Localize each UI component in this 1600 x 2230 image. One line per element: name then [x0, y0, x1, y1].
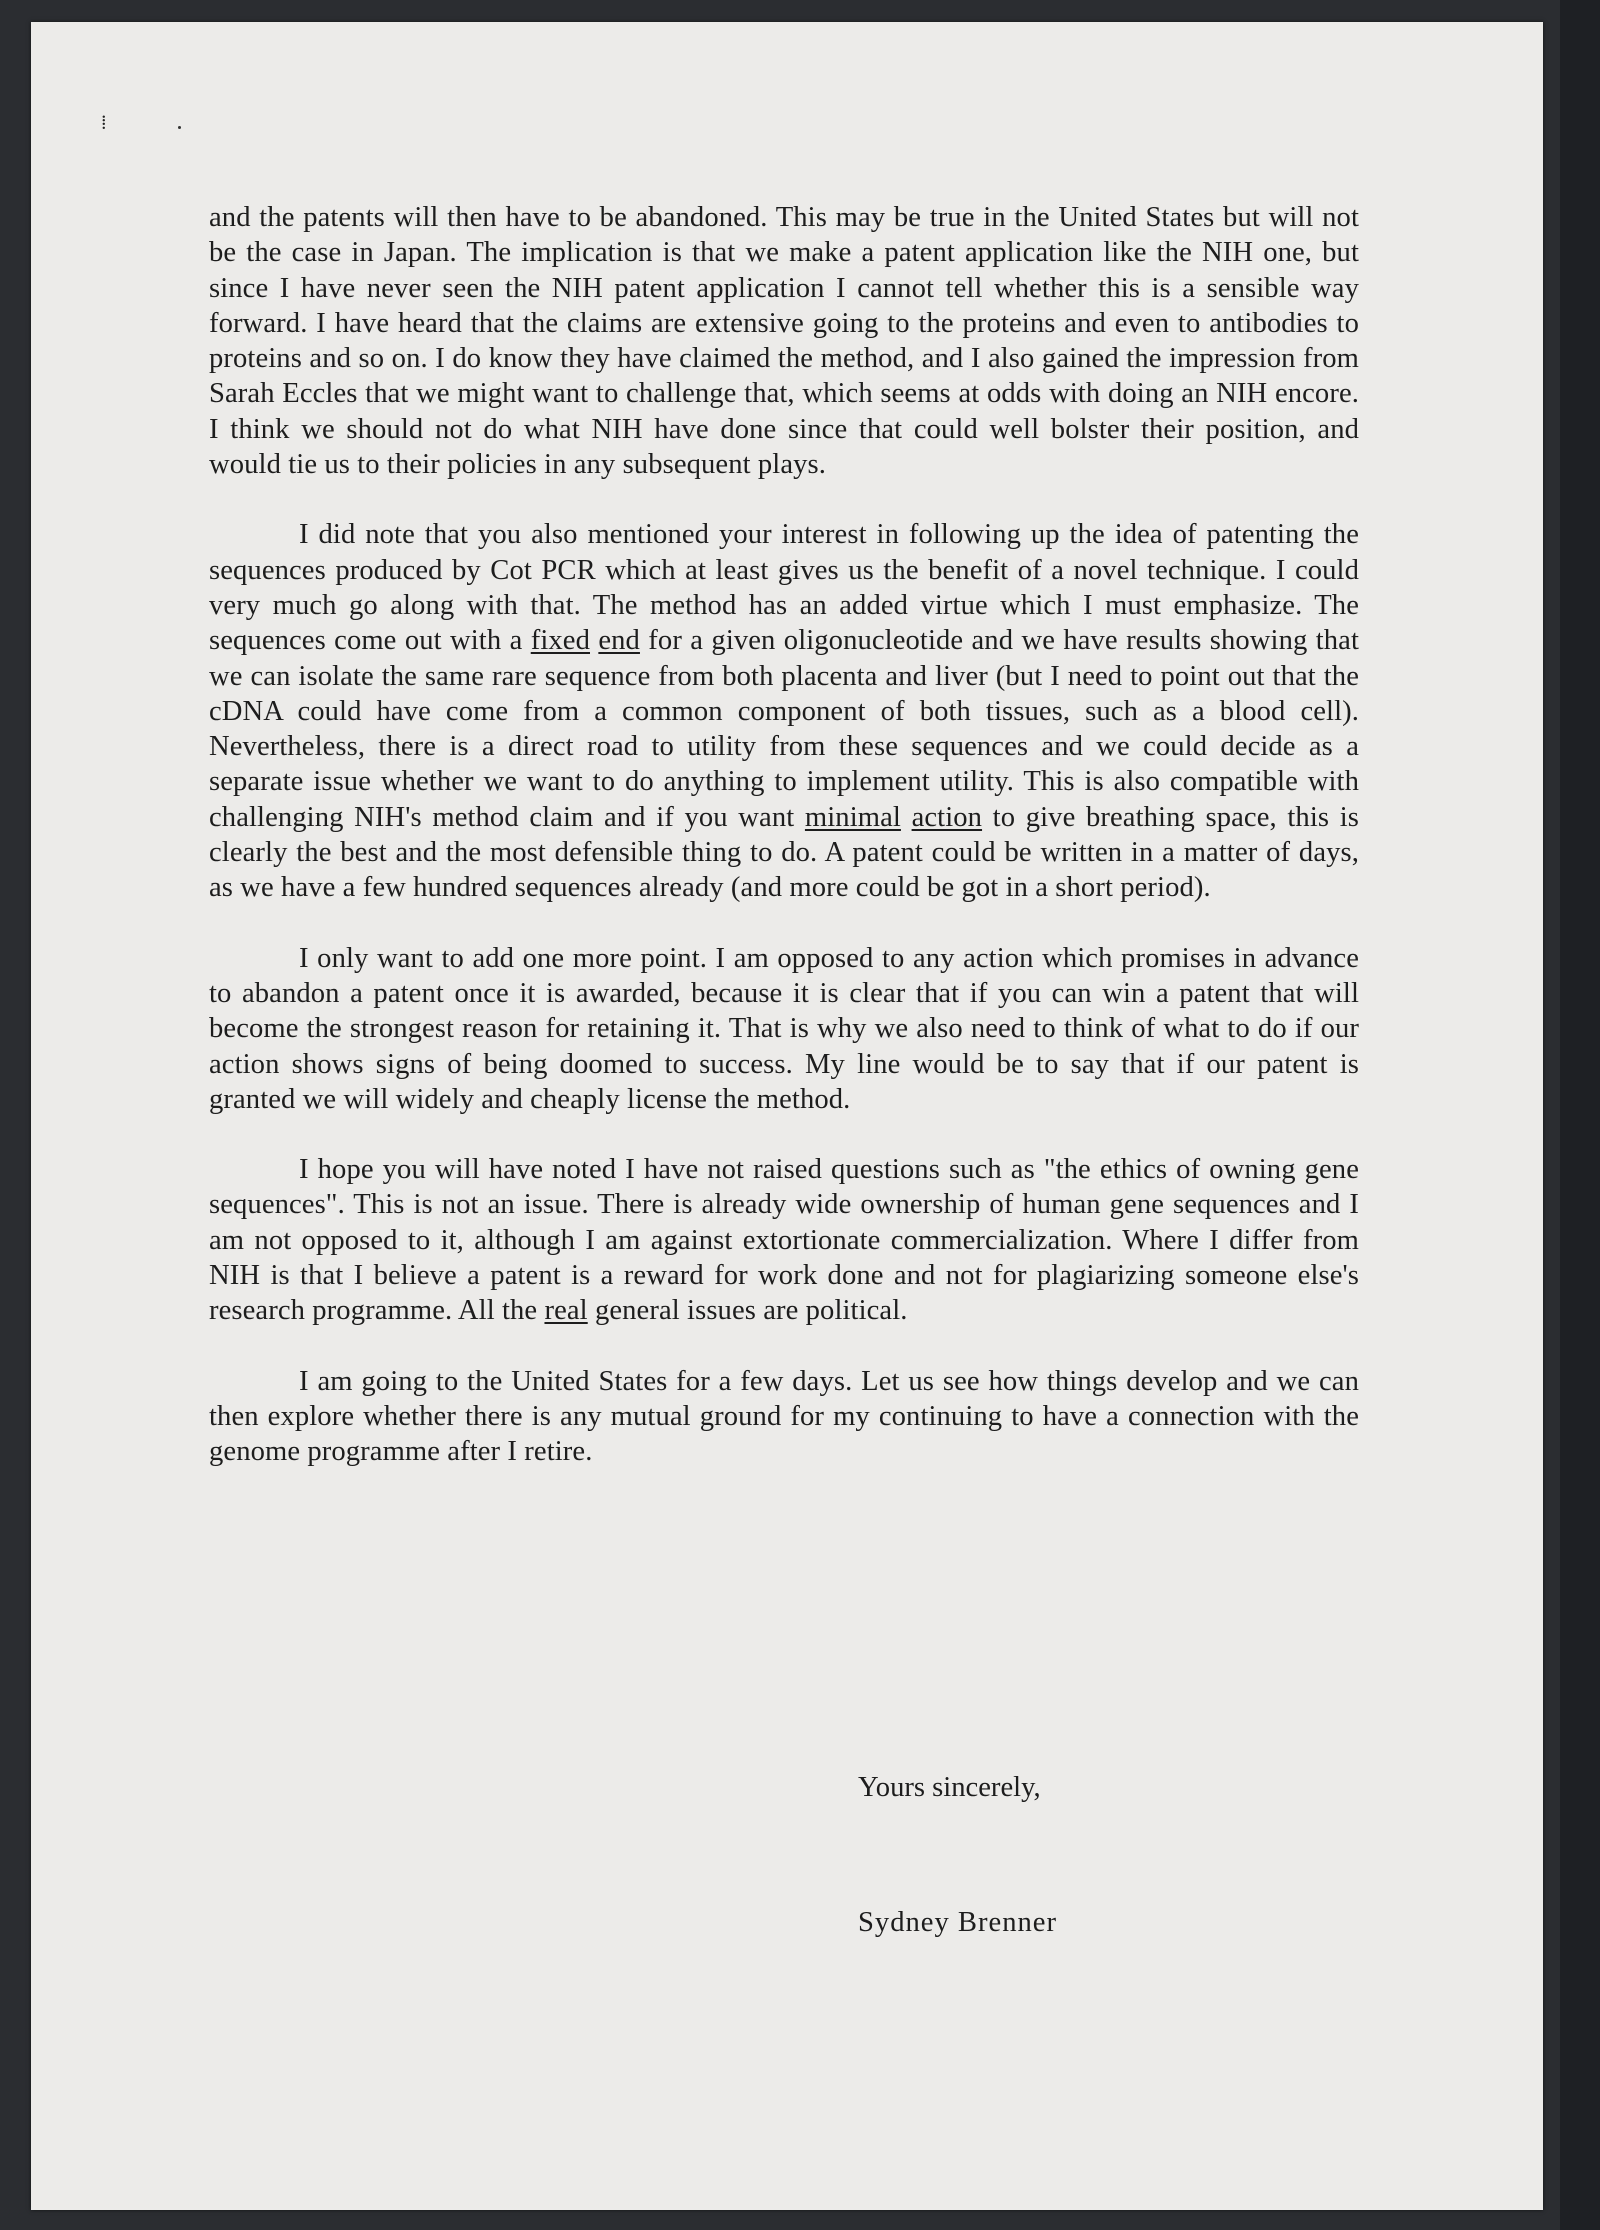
letter-paragraph	[209, 941, 1359, 1117]
letter-paragraph	[209, 1364, 1359, 1470]
paragraph-text: and the patents will then have to be abandoned. This may be true in the United States but will not be the case in Japan. The implication is that we make a patent application like the NIH one, but since I have never seen the NIH patent application I cannot tell whether this is a sensible way forward. I have heard that the claims are extensive going to the proteins and even to antibodies to proteins and so on. I do know they have claimed the method, and I also gained the impression from Sarah Eccles that we might want to challenge that, which seems at odds with doing an NIH encore. I think we should not do what NIH have done since that could well bolster their position, and would tie us to their policies in any subsequent plays.	[209, 202, 1359, 481]
letter-body	[209, 200, 1359, 1505]
paragraph-text: I am going to the United States for a few days. Let us see how things develop and we can then explore whether there is any mutual ground for my continuing to have a connection with the genome programme after I retire.	[209, 1365, 1359, 1468]
paragraph-text: to give breathing space, this is clearly the best and the most defensible thing to do. A patent could be written in a matter of days, as we have a few hundred sequences already (and more could be got in a short period).	[209, 801, 1359, 904]
paragraph-text: I hope you will have noted I have not raised questions such as "the ethics of owning gene sequences". This is not an issue. There is already wide ownership of human gene sequences and I am not opposed to it, although I am against extortionate commercialization. Where I differ from NIH is that I believe a patent is a reward for work done and not for plagiarizing someone else's research programme. All the	[209, 1154, 1359, 1327]
underlined-text: action	[911, 801, 983, 833]
paragraph-text: for a given oligonucleotide and we have results showing that we can isolate the same rare sequence from both placenta and liver (but I need to point out that the cDNA could have come from a common component of both tissues, such as a blood cell). Nevertheless, there is a direct road to utility from these sequences and we could decide as a separate issue whether we want to do anything to implement utility. This is also compatible with challenging NIH's method claim and if you want	[209, 625, 1359, 833]
letter-paragraph	[209, 200, 1359, 482]
scan-backdrop	[1560, 0, 1600, 2230]
letter-signature: Sydney Brenner	[858, 1907, 1058, 1938]
paragraph-text: I only want to add one more point. I am opposed to any action which promises in advance to abandon a patent once it is awarded, because it is clear that if you can win a patent that will become the strongest reason for retaining it. That is why we also need to think of what to do if our action shows signs of being doomed to success. My line would be to say that if our patent is granted we will widely and cheaply license the method.	[209, 942, 1359, 1115]
margin-dot	[178, 126, 181, 129]
paragraph-text: general issues are political.	[587, 1295, 908, 1327]
underlined-text: end	[598, 625, 640, 657]
paragraph-text: I did note that you also mentioned your interest in following up the idea of patenting the sequences produced by Cot PCR which at least gives us the benefit of a novel technique. I could very much go along with that. The method has an added virtue which I must emphasize. The sequences come out with a	[209, 519, 1359, 657]
paragraph-text	[901, 802, 912, 833]
underlined-text: fixed	[530, 625, 590, 657]
letter-closing: Yours sincerely,	[858, 1772, 1041, 1803]
margin-mark: ⁞	[101, 112, 107, 134]
underlined-text: minimal	[804, 801, 901, 833]
letter-paragraph	[209, 517, 1359, 905]
letter-paragraph	[209, 1152, 1359, 1328]
underlined-text: real	[544, 1295, 588, 1327]
